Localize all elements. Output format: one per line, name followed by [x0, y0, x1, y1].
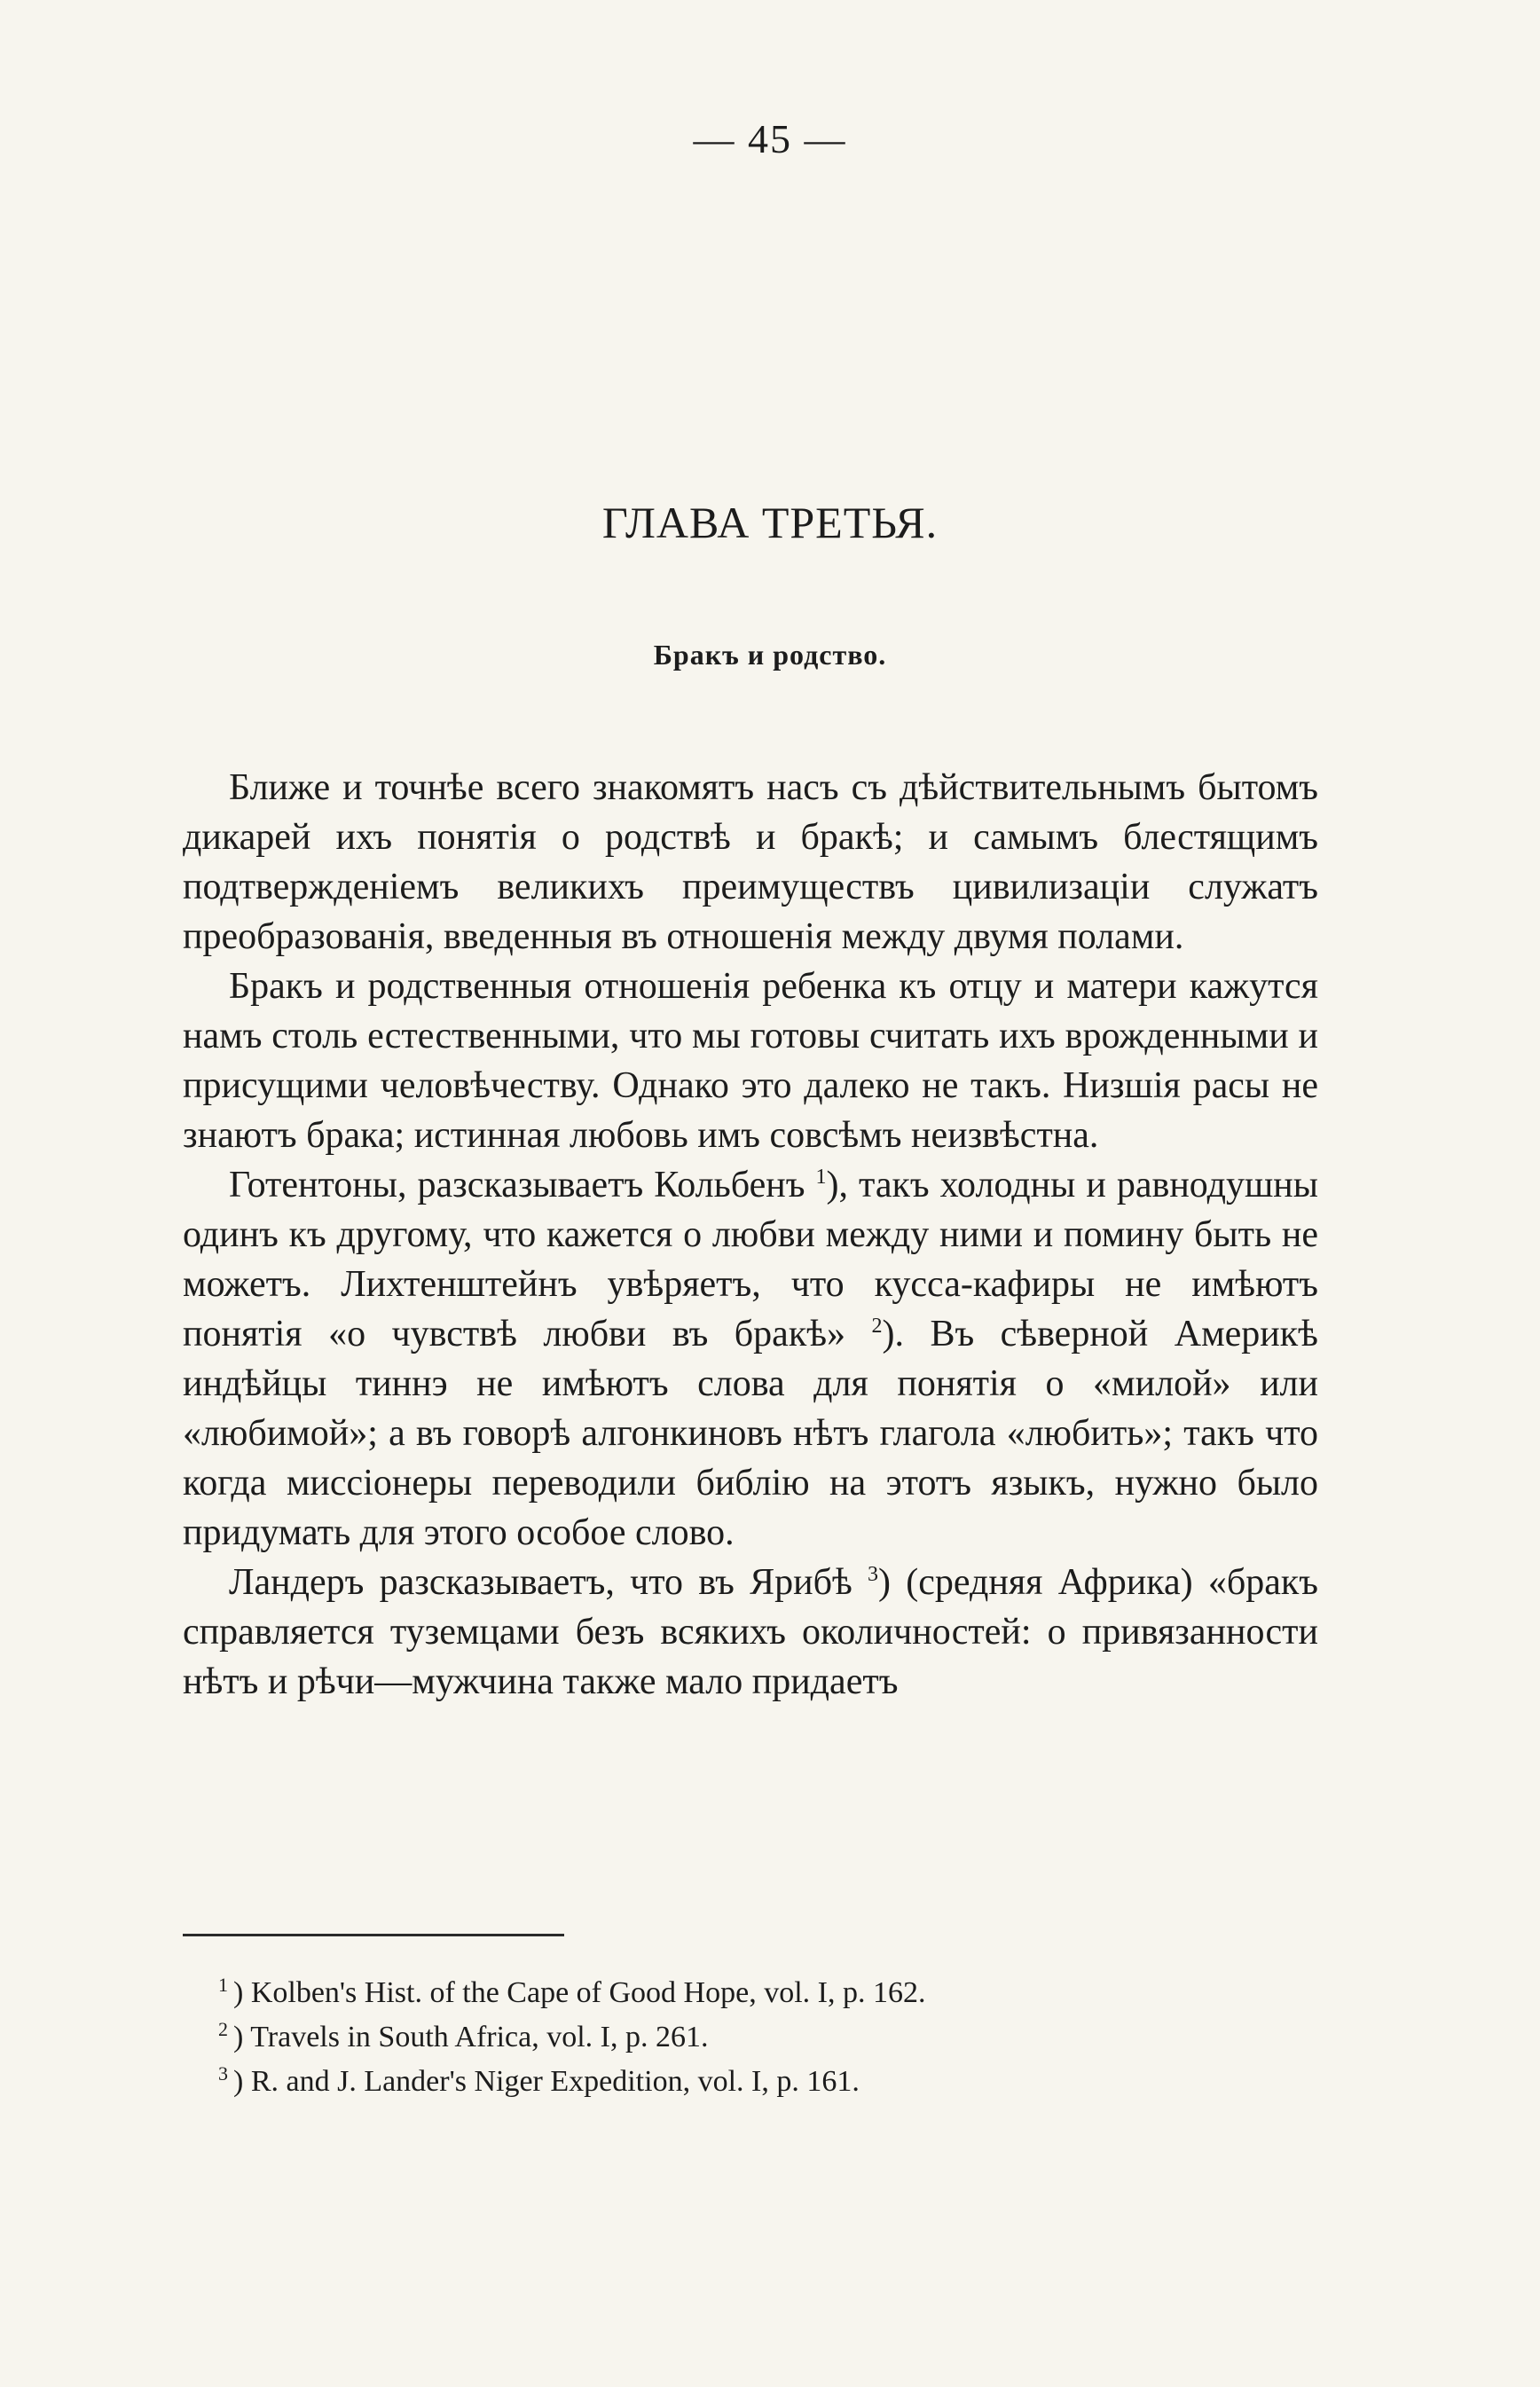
footnote-text-2: ) Travels in South Africa, vol. I, p. 261. [233, 2021, 709, 2053]
paragraph-3-text-c: ). Въ сѣверной Америкѣ индѣйцы тиннэ не имѣютъ слова для понятія о «милой» или «любимой»; а въ говорѣ алгонкиновъ нѣтъ глагола «любить»; такъ что когда миссіонеры переводили библію на этотъ языкъ, нужно было придумать для этого особое слово. [183, 1314, 1318, 1553]
footnote-mark-3: 3 [218, 2061, 228, 2085]
page-number: — 45 — [693, 116, 847, 161]
footnote-ref-3: 3 [868, 1563, 879, 1586]
chapter-subtitle: Бракъ и родство. [653, 639, 887, 671]
body-text [183, 763, 1318, 1707]
footnote-ref-2: 2 [871, 1315, 883, 1338]
chapter-title: ГЛАВА ТРЕТЬЯ. [601, 498, 939, 547]
footnote-divider [183, 1934, 564, 1936]
footnote-ref-1: 1 [815, 1166, 827, 1189]
paragraph-3-text-b: ), такъ холодны и равнодушны одинъ къ другому, что кажется о любви между ними и помину быть не можетъ. Лихтенштейнъ увѣряетъ, что кусса-кафиры не имѣютъ понятія «о чувствѣ любви въ бракѣ» [183, 1165, 1318, 1354]
paragraph-2: Бракъ и родственныя отношенія ребенка къ отцу и матери кажутся намъ столь естественными, что мы готовы считать ихъ врожденными и присущими человѣчеству. Однако это далеко не такъ. Низшія расы не знаютъ брака; истинная любовь имъ совсѣмъ неизвѣстна. [183, 966, 1318, 1156]
paragraph-1: Ближе и точнѣе всего знакомятъ насъ съ дѣйствительнымъ бытомъ дикарей ихъ понятія о родствѣ и бракѣ; и самымъ блестящимъ подтвержденіемъ великихъ преимуществъ цивилизаціи служатъ преобразованія, введенныя въ отношенія между двумя полами. [183, 767, 1318, 957]
paragraph-4-text-a: Ландеръ разсказываетъ, что въ Ярибѣ [229, 1562, 868, 1603]
footnote-1 [218, 1971, 1283, 2015]
paragraph-4-text-b: ) (средняя Африка) «бракъ справляется туземцами безъ всякихъ околичностей: о привязанности нѣтъ и рѣчи—мужчина также мало придаетъ [183, 1562, 1318, 1702]
paragraph-3 [183, 1160, 1318, 1558]
footnote-text-3: ) R. and J. Lander's Niger Expedition, vol. I, p. 161. [233, 2065, 860, 2098]
footnote-3 [218, 2060, 1283, 2104]
paragraph-4 [183, 1558, 1318, 1707]
footnote-text-1: ) Kolben's Hist. of the Cape of Good Hope, vol. I, p. 162. [233, 1976, 926, 2009]
paragraph-3-text-a: Готентоны, разсказываетъ Кольбенъ [229, 1165, 816, 1205]
footnote-2 [218, 2015, 1283, 2060]
footnotes [218, 1971, 1283, 2104]
footnote-mark-2: 2 [218, 2017, 228, 2040]
footnote-mark-1: 1 [218, 1973, 228, 1996]
